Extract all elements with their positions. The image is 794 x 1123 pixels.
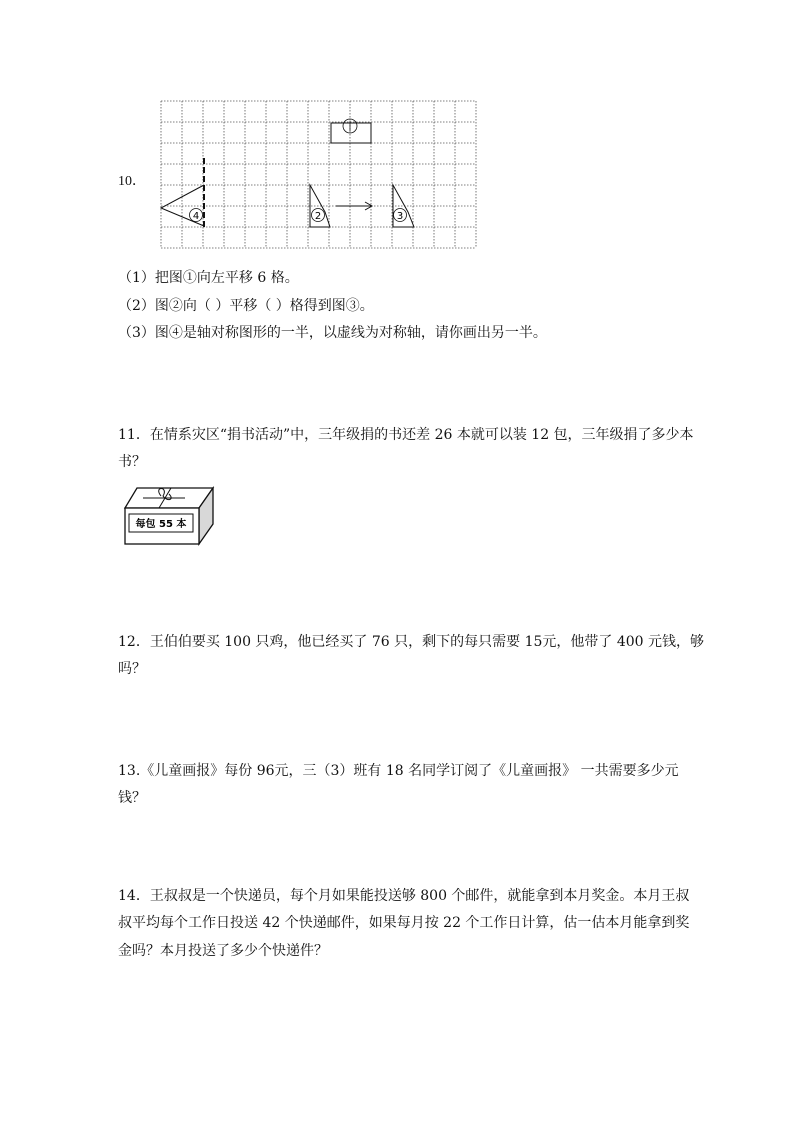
q10-sub2: （2）图②向（ ）平移（ ）格得到图③。	[118, 298, 374, 314]
q14-line2: 叔平均每个工作日投送 42 个快递邮件，如果每月按 22 个工作日计算，估一估本月能拿到奖	[118, 915, 690, 931]
q12-line1: 12．王伯伯要买 100 只鸡，他已经买了 76 只，剩下的每只需要 15元，他带了 400 元钱，够	[118, 634, 705, 650]
q10-sub3: （3）图④是轴对称图形的一半，以虚线为对称轴，请你画出另一半。	[118, 325, 547, 341]
question-10-number: 10．	[118, 174, 146, 189]
package-label: 每包 55 本	[135, 519, 187, 530]
grid-figure	[160, 100, 478, 250]
q10-sub1: （1）把图①向左平移 6 格。	[118, 270, 299, 286]
q14-line1: 14．王叔叔是一个快递员，每个月如果能投送够 800 个邮件，就能拿到本月奖金。本月王叔	[118, 888, 690, 904]
q12-line2: 吗？	[118, 661, 146, 677]
q13-line2: 钱？	[118, 790, 146, 806]
q14-line3: 金吗？本月投送了多少个快递件？	[118, 943, 328, 959]
figure-3-digit: 3	[396, 211, 404, 222]
book-package-image	[123, 486, 215, 546]
q13-line1: 13.《儿童画报》每份 96元，三（3）班有 18 名同学订阅了《儿童画报》 一共需要多少元	[118, 763, 679, 779]
grid-lines	[161, 101, 476, 248]
q11-line2: 书？	[118, 454, 146, 470]
figure-2-digit: 2	[314, 211, 322, 222]
figure-4-digit: 4	[192, 211, 200, 222]
q11-line1: 11．在情系灾区“捐书活动”中，三年级捐的书还差 26 本就可以装 12 包，三年级捐了多少本	[118, 427, 694, 443]
